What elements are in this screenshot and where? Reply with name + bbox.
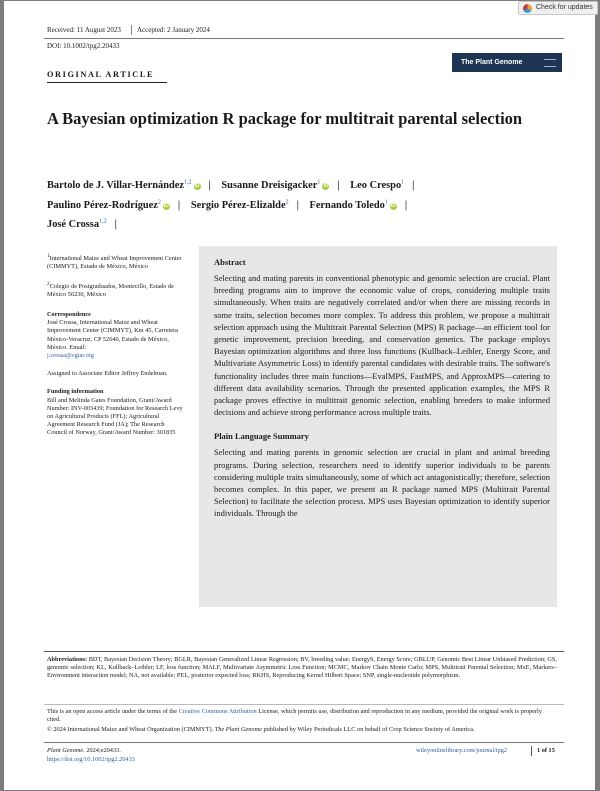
funding-heading: Funding information xyxy=(47,388,104,396)
orcid-icon[interactable]: iD xyxy=(323,183,329,190)
page-number: 1 of 15 xyxy=(537,747,555,754)
email-link[interactable]: j.crossa@cgiar.org xyxy=(47,352,94,360)
doi: DOI: 10.1002/tpg2.20433 xyxy=(47,42,120,50)
orcid-icon[interactable]: iD xyxy=(163,202,169,209)
license-rule xyxy=(44,704,564,705)
license-text: This is an open access article under the terms of the Creative Commons Attribution License, which permits use, distribution and reproduction in any medium, provided the original work is properly cited. xyxy=(47,708,542,724)
footer-citation: Plant Genome. 2024;e20433. xyxy=(47,747,121,754)
abstract-text: Selecting and mating parents in conventional phenotypic and genomic selection are crucial. Plant breeding programs aim to improve the economic value of crops, considering multiple traits simultaneously. When traits are negatively correlated and/or when there are missing records in some traits, selection becomes more complex. To address this problem, we propose a multitrait selection approach using the Multitrait Parental Selection (MPS) R package—an efficient tool for genetic improvement, precision breeding, and conservation genetics. The package employs Bayesian optimization algorithms and three loss functions (Kullback–Leibler, Energy Score, and Multivariate Asymmetric Loss) to identify parental candidates with desirable traits. The software's functionality includes three main functions—EvalMPS, FastMPS, and ApproxMPS—catering to different data availability scenarios. Through the presented application examples, the MPS R package proves effective in multitrait genomic selection, enabling breeders to make informed decisions and achieve strong performance across multiple traits. xyxy=(214,273,550,418)
journal-name: The Plant Genome xyxy=(461,59,523,66)
journal-logo xyxy=(452,53,562,72)
correspondence-text: José Crossa, International Maize and Wheat Improvement Center (CIMMYT), Km 45, Carretera México-Veracruz, CP 52640, Estado de México, México. Email: j.crossa@cgiar.org xyxy=(47,319,178,360)
correspondence-heading: Correspondence xyxy=(47,311,91,318)
footer-rule xyxy=(44,742,564,743)
copyright: © 2024 International Maize and Wheat Organization (CIMMYT). The Plant Genome published by Wiley Periodicals LLC on behalf of Crop Science Society of America. xyxy=(47,726,475,733)
author[interactable]: Bartolo de J. Villar-Hernández$^{1,2}$iD xyxy=(47,180,200,192)
accepted-date: Accepted: 2 January 2024 xyxy=(137,26,210,34)
author[interactable]: Sergio Pérez-Elizalde$^2$ xyxy=(190,199,289,211)
article-title: A Bayesian optimization R package for multitrait parental selection xyxy=(47,109,523,128)
check-for-updates-button[interactable] xyxy=(518,1,598,15)
author[interactable]: Fernando Toledo$^1$iD xyxy=(309,199,396,211)
editor-note: Assigned to Associate Editor Jeffrey Endelman. xyxy=(47,370,168,378)
crossmark-icon xyxy=(523,4,532,13)
divider xyxy=(531,746,532,756)
affiliation: $^1$International Maize and Wheat Improvement Center (CIMMYT), Estado de México, México xyxy=(47,253,182,271)
author[interactable]: Paulino Pérez-Rodríguez$^2$iD xyxy=(47,199,169,211)
affiliation: $^2$Colegio de Postgraduados, Montecillo, Estado de México 56230, México xyxy=(47,280,174,298)
article-page xyxy=(4,1,595,790)
doi-link[interactable]: https://doi.org/10.1002/tpg2.20433 xyxy=(47,756,135,763)
author-list: Bartolo de J. Villar-Hernández$^{1,2}$iD | Susanne Dreisigacker$^1$iD | Leo Crespo$^1$ | Paulino Pérez-Rodríguez$^2$iD | Sergio Pérez-Elizalde$^2$ | Fernando Toledo$^1$iD | José Crossa$^{1,2}$ | xyxy=(47,180,415,231)
abbreviations: Abbreviations: BDT, Bayesian Decision Theory; BGLR, Bayesian Generalized Linear Regression; BV, breeding value; EnergyS, Energy Score; GBLUP, Genomic Best Linear Unbiased Prediction; GS, genomic selection; KL, Kullback–Leibler; LF, loss function; MALF, Multivariate Asymmetric Loss Function; MCMC, Markov Chain Monte Carlo; MPS, Multitrait Parental Selection; MxE, Markers–Environment interaction model; NA, not available; PEL, posterior expected loss; RKHS, Reproducing Kernel Hilbert Space; SNP, single-nucleotide polymorphism. xyxy=(47,656,557,680)
sidebar xyxy=(47,252,185,446)
abstract-heading: Abstract xyxy=(214,257,246,267)
funding-text: Bill and Melinda Gates Foundation, Grant/Award Number: INV-003439; Foundation for Research Levy on Agricultural Products (FFL); Agricultural Agreement Research Fund (JA); The Research Council of Norway, Grant/Award Number: 301835 xyxy=(47,396,183,437)
author[interactable]: Susanne Dreisigacker$^1$iD xyxy=(221,180,329,192)
abstract-box xyxy=(199,246,557,607)
divider xyxy=(131,25,132,35)
abbreviations-rule xyxy=(44,651,564,652)
received-date: Received: 11 August 2023 xyxy=(47,26,121,34)
author[interactable]: José Crossa$^{1,2}$ xyxy=(47,218,107,231)
journal-site-link[interactable]: wileyonlinelibrary.com/journal/tpg2 xyxy=(416,747,508,754)
article-type-rule xyxy=(47,82,167,83)
plain-summary-heading: Plain Language Summary xyxy=(214,431,309,442)
plain-summary-text: Selecting and mating parents in genomic selection are crucial in plant and animal breeding programs. During selection, researchers need to identify superior individuals to be parents considering multiple traits simultaneously, some of which act antagonistically; therefore, selection becomes complex. In this paper, we present an R package named MPS (Multitrait Parental Selection) to facilitate the selection process. MPS uses Bayesian optimization to identify superior individuals. Through the xyxy=(214,447,550,519)
header-rule xyxy=(44,38,564,39)
check-for-updates-label: Check for updates xyxy=(536,4,593,11)
author[interactable]: Leo Crespo$^1$ xyxy=(350,180,405,192)
orcid-icon[interactable]: iD xyxy=(194,183,200,190)
orcid-icon[interactable]: iD xyxy=(390,202,396,209)
journal-mark-icon xyxy=(544,59,556,67)
article-type: ORIGINAL ARTICLE xyxy=(47,70,155,79)
cc-license-link[interactable]: Creative Commons Attribution xyxy=(178,708,257,715)
